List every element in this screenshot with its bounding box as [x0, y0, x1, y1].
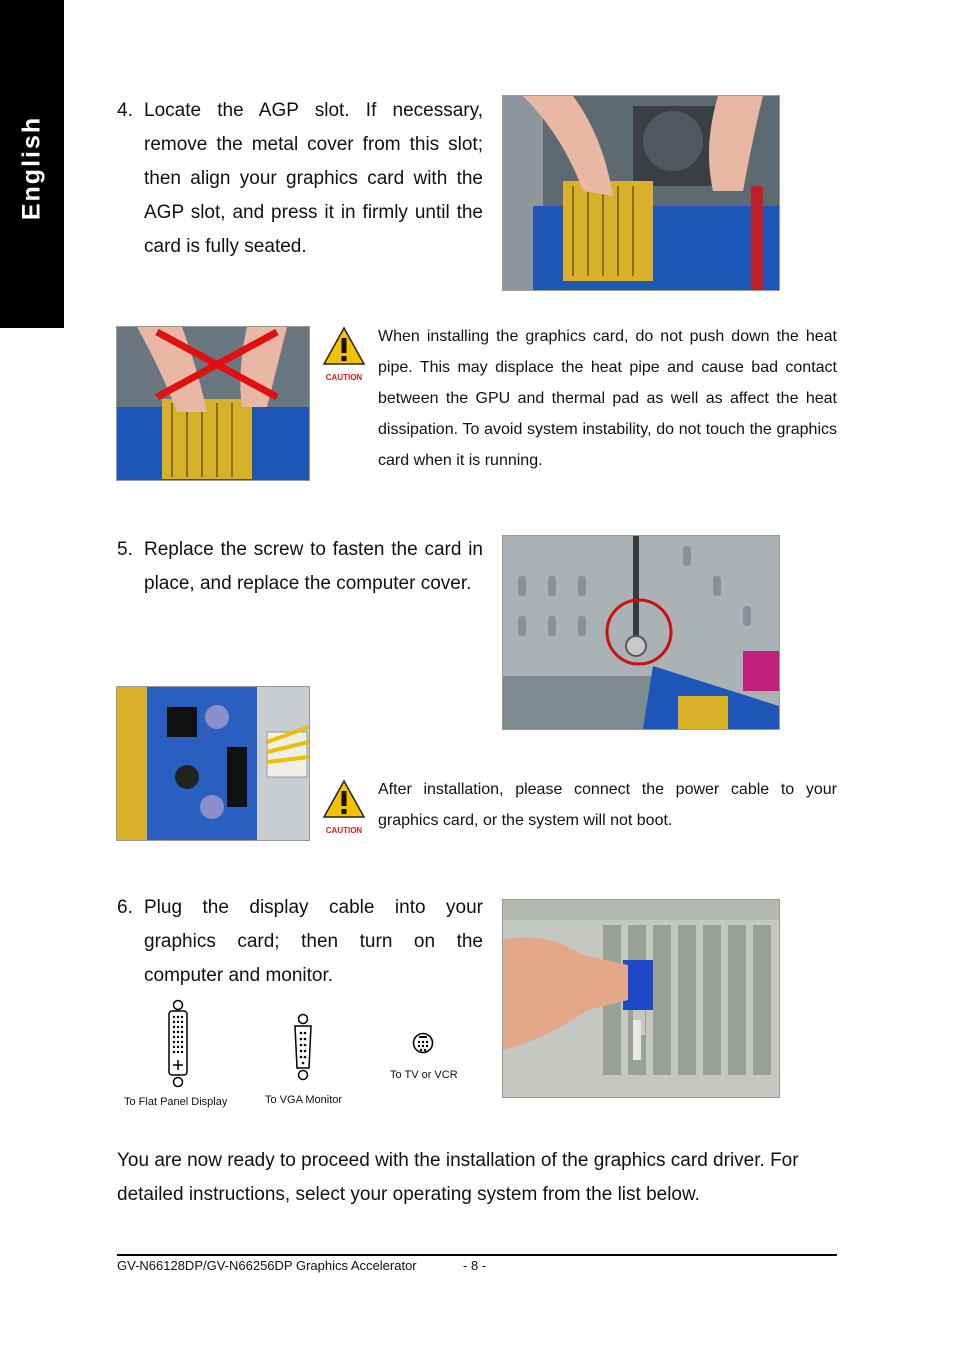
footer-product-name: GV-N66128DP/GV-N66256DP Graphics Accelerator: [117, 1258, 417, 1273]
caution-icon: [322, 779, 366, 835]
dvi-connector-label: To Flat Panel Display: [124, 1096, 228, 1108]
closing-paragraph: You are now ready to proceed with the installation of the graphics card driver. For detailed instructions, select your operating system from the list below.: [117, 1150, 799, 1205]
tv-out-connector-label: To TV or VCR: [390, 1069, 458, 1081]
language-tab: [0, 0, 64, 328]
footer-page-number: - 8 -: [463, 1258, 487, 1273]
tv-out-connector-icon: [412, 1032, 434, 1054]
language-tab-label: English: [17, 115, 46, 221]
step-5: [117, 533, 483, 601]
caution-text: When installing the graphics card, do not push down the heat pipe. This may displace the heat pipe and cause bad contact between the GPU and thermal pad as well as affect the heat dissipation. To avoid system instability, do not touch the graphics card when it is running.: [378, 328, 837, 469]
footer-divider: [117, 1254, 837, 1256]
vga-connector-icon: [291, 1013, 315, 1081]
step-number: 4.: [117, 100, 133, 121]
step-text: Replace the screw to fasten the card in place, and replace the computer cover.: [144, 539, 483, 594]
caution-label: CAUTION: [325, 373, 363, 382]
vga-connector-label: To VGA Monitor: [265, 1094, 343, 1106]
caution-label: CAUTION: [325, 826, 363, 835]
caution-icon: [322, 326, 366, 382]
step-text: Locate the AGP slot. If necessary, remove the metal cover from this slot; then align your graphics card with the AGP slot, and press it in firmly until the card is fully seated.: [144, 100, 483, 257]
heatpipe-warning-photo: [116, 326, 310, 481]
display-cable-photo: [502, 899, 780, 1098]
dvi-connector-icon: [166, 999, 190, 1089]
step-6: [117, 891, 483, 993]
step-4: [117, 94, 483, 264]
step-number: 5.: [117, 539, 133, 560]
step-number: 6.: [117, 897, 133, 918]
caution-text: After installation, please connect the power cable to your graphics card, or the system will not boot.: [378, 781, 837, 829]
step-text: Plug the display cable into your graphics card; then turn on the computer and monitor.: [144, 897, 483, 986]
power-cable-photo: [116, 686, 310, 841]
agp-install-photo: [502, 95, 780, 291]
screw-fasten-photo: [502, 535, 780, 730]
